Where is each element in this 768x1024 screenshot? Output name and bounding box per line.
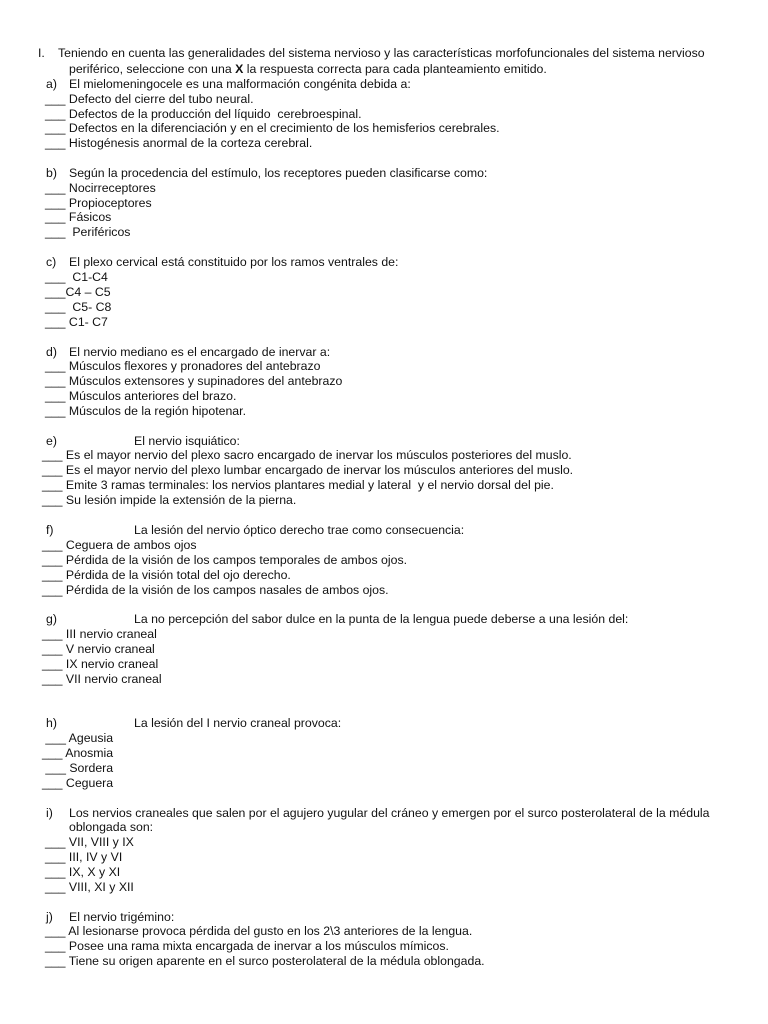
question-a-letter: a): [46, 77, 57, 91]
question-c-option: ___C4 – C5: [45, 285, 111, 299]
question-h-letter: h): [46, 716, 57, 730]
question-j-option: ___ Al lesionarse provoca pérdida del gusto en los 2\3 anteriores de la lengua.: [45, 924, 473, 938]
question-c-option: ___ C5- C8: [45, 300, 112, 314]
question-f-stem: La lesión del nervio óptico derecho trae como consecuencia:: [134, 523, 465, 537]
question-d-stem: El nervio mediano es el encargado de inervar a:: [69, 345, 331, 359]
question-i-stem-line-1: Los nervios craneales que salen por el agujero yugular del cráneo y emergen por el surco posterolateral de la médula: [69, 806, 710, 820]
instructions-text-start: periférico, seleccione con una: [69, 62, 236, 76]
question-h-option: ___ Sordera: [42, 761, 114, 775]
question-g-letter: g): [46, 612, 57, 626]
instructions-line-2: [69, 62, 547, 77]
question-e-option: ___ Su lesión impide la extensión de la pierna.: [42, 493, 297, 507]
question-f-option: ___ Pérdida de la visión total del ojo derecho.: [42, 568, 291, 582]
question-a-option: ___ Defectos en la diferenciación y en el crecimiento de los hemisferios cerebrales.: [45, 121, 500, 135]
question-e-option: ___ Emite 3 ramas terminales: los nervios plantares medial y lateral y el nervio dorsal del pie.: [42, 478, 554, 492]
question-e-letter: e): [46, 434, 57, 448]
question-j-stem: El nervio trigémino:: [69, 910, 175, 924]
question-g-option: ___ VII nervio craneal: [42, 672, 162, 686]
question-i-stem-line-2: oblongada son:: [69, 820, 154, 834]
question-e-option: ___ Es el mayor nervio del plexo sacro encargado de inervar los músculos posteriores del muslo.: [42, 448, 572, 462]
mark-x: X: [235, 62, 244, 76]
question-a-option: ___ Histogénesis anormal de la corteza cerebral.: [45, 136, 313, 150]
question-c-letter: c): [46, 255, 57, 269]
question-b-letter: b): [46, 166, 57, 180]
question-j-letter: j): [46, 910, 53, 924]
question-g-option: ___ III nervio craneal: [42, 627, 157, 641]
question-i-option: ___ VII, VIII y IX: [45, 835, 134, 849]
question-h-stem: La lesión del I nervio craneal provoca:: [134, 716, 342, 730]
question-a-option: ___ Defecto del cierre del tubo neural.: [45, 92, 254, 106]
question-f-option: ___ Pérdida de la visión de los campos nasales de ambos ojos.: [42, 583, 389, 597]
question-i-option: ___ III, IV y VI: [45, 850, 123, 864]
question-j-option: ___ Posee una rama mixta encargada de inervar a los músculos mímicos.: [45, 939, 449, 953]
question-i-letter: i): [46, 806, 53, 820]
question-d-option: ___ Músculos de la región hipotenar.: [45, 404, 246, 418]
question-b-option: ___ Nocirreceptores: [45, 181, 156, 195]
question-b-option: ___ Periféricos: [45, 225, 131, 239]
question-f-letter: f): [46, 523, 54, 537]
question-h-option: ___ Anosmia: [42, 746, 114, 760]
question-c-option: ___ C1-C4: [45, 270, 108, 284]
question-b-option: ___ Fásicos: [45, 210, 112, 224]
instructions-text-end: la respuesta correcta para cada planteamiento emitido.: [243, 62, 547, 76]
question-g-option: ___ IX nervio craneal: [42, 657, 159, 671]
question-b-stem: Según la procedencia del estímulo, los receptores pueden clasificarse como:: [69, 166, 488, 180]
question-b-option: ___ Propioceptores: [45, 196, 152, 210]
question-e-stem: El nervio isquiático:: [134, 434, 240, 448]
question-f-option: ___ Pérdida de la visión de los campos temporales de ambos ojos.: [42, 553, 408, 567]
question-i-option: ___ IX, X y XI: [45, 865, 121, 879]
question-d-letter: d): [46, 345, 57, 359]
instructions-line-1: Teniendo en cuenta las generalidades del sistema nervioso y las características morfofuncionales del sistema nervioso: [58, 46, 705, 60]
question-d-option: ___ Músculos flexores y pronadores del antebrazo: [45, 359, 321, 373]
question-g-option: ___ V nervio craneal: [42, 642, 155, 656]
question-c-stem: El plexo cervical está constituido por los ramos ventrales de:: [69, 255, 399, 269]
question-a-stem: El mielomeningocele es una malformación congénita debida a:: [69, 77, 411, 91]
question-c-option: ___ C1- C7: [45, 315, 108, 329]
question-e-option: ___ Es el mayor nervio del plexo lumbar encargado de inervar los músculos anteriores del muslo.: [42, 463, 574, 477]
question-g-stem: La no percepción del sabor dulce en la punta de la lengua puede deberse a una lesión del:: [134, 612, 629, 626]
question-f-option: ___ Ceguera de ambos ojos: [42, 538, 197, 552]
question-h-option: ___ Ceguera: [42, 776, 114, 790]
question-d-option: ___ Músculos anteriores del brazo.: [45, 389, 237, 403]
question-d-option: ___ Músculos extensores y supinadores del antebrazo: [45, 374, 343, 388]
question-j-option: ___ Tiene su origen aparente en el surco posterolateral de la médula oblongada.: [45, 954, 485, 968]
section-numeral: I.: [38, 46, 45, 60]
question-i-option: ___ VIII, XI y XII: [45, 880, 134, 894]
question-a-option: ___ Defectos de la producción del líquido cerebroespinal.: [45, 107, 362, 121]
question-h-option: ___ Ageusia: [42, 731, 114, 745]
